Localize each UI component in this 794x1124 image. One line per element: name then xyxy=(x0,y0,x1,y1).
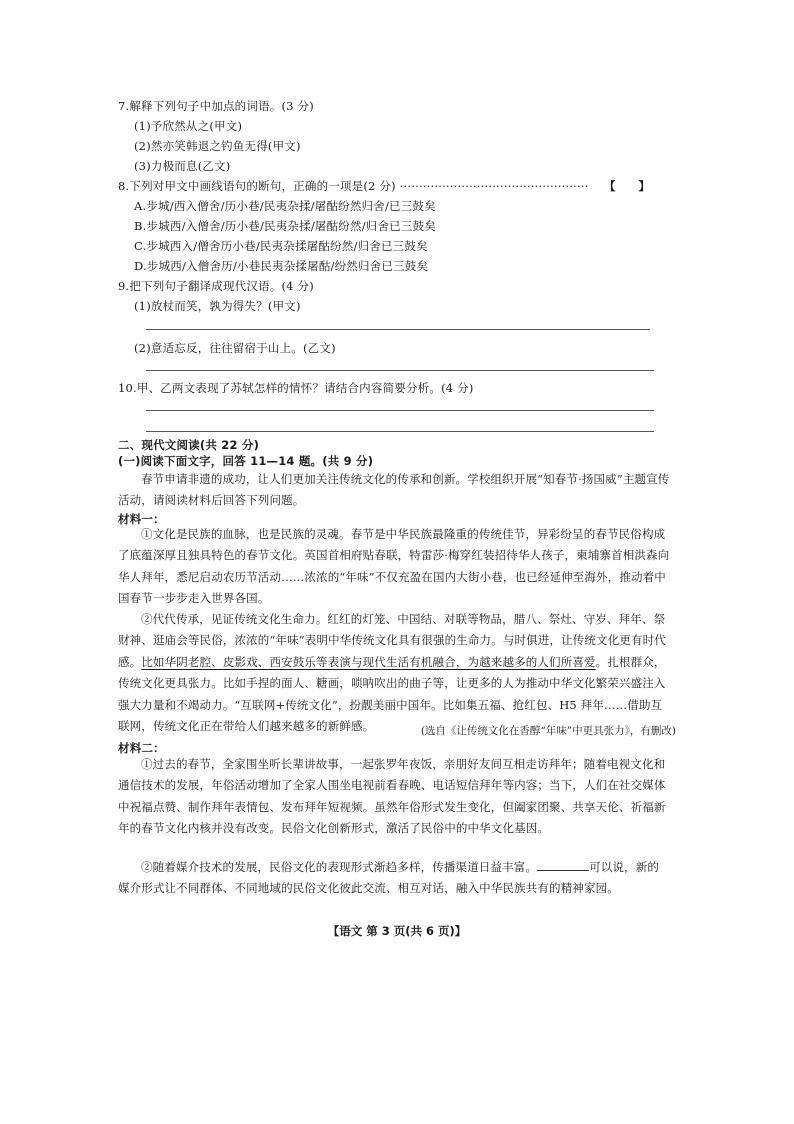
material-1-source: (选自《让传统文化在香醇“年味”中更具张力》，有删改) xyxy=(420,725,676,737)
q8-option-d: D.步城西/入僧舍历/小巷民夷杂揉屠酤/纷然归舍已三鼓矣 xyxy=(134,259,429,273)
material-1-p2-start: ②代代传承，见证传统文化生命力。红红的灯笼、中国结、对联等物品，腊八、祭灶、守岁、拜年、祭财神、逛庙会等民俗，浓浓的“年味”表明中华传统文化具有很强的生命力。与时俱进，让传统文化更有时代感。 xyxy=(118,612,666,669)
q7-item-3: (3)力极而息(乙文) xyxy=(134,159,231,173)
q7-stem: 7.解释下列句子中加点的词语。(3 分) xyxy=(118,99,314,113)
page-footer: 【语文 第 3 页(共 6 页)】 xyxy=(327,924,467,938)
fill-in-blank[interactable] xyxy=(537,858,589,871)
q9-answer-line-1 xyxy=(146,329,650,330)
q10-stem: 10.甲、乙两文表现了苏轼怎样的情怀？请结合内容简要分析。(4 分) xyxy=(118,381,474,395)
q9-item-2: (2)意适忘反，往往留宿于山上。(乙文) xyxy=(134,341,336,355)
q8-stem: 8.下列对甲文中画线语句的断句，正确的一项是(2 分) ················································· xyxy=(118,179,589,193)
q8-option-b: B.步城西/入僧舍/历小巷/民夷杂揉/屠酤纷然/归舍已三鼓矣 xyxy=(134,219,436,233)
q7-item-2: (2)然亦笑韩退之钓鱼无得(甲文) xyxy=(134,139,301,153)
material-1-paragraph-2 xyxy=(118,609,670,737)
q10-answer-line-2 xyxy=(146,431,654,432)
q9-stem: 9.把下列句子翻译成现代汉语。(4 分) xyxy=(118,279,314,293)
material-1-p2-end: 。扎根群众，传统文化更具张力。比如手捏的面人、糖画，唢呐吹出的曲子等，让更多的人为推动中华文化繁荣兴盛注入强大力量和不竭动力。“互联网+传统文化”，扮靓美丽中国年。比如集五福、抢红包、H5 拜年……借助互联网，传统文化正在带给人们越来越多的新鲜感。 xyxy=(118,654,666,734)
material-2-paragraph-2 xyxy=(118,857,670,900)
q10-answer-line-1 xyxy=(146,410,654,411)
material-2-label: 材料二： xyxy=(118,741,165,755)
material-2-paragraph-1: ①过去的春节，全家围坐听长辈讲故事，一起张罗年夜饭，亲朋好友间互相走访拜年；随着电视文化和通信技术的发展，年俗活动增加了全家人围坐电视前看春晚、电话短信拜年等内容；当下，人们在社交媒体中祝福点赞、制作拜年表情包、发布拜年短视频。虽然年俗形式发生变化，但阖家团聚、共享天伦、祈福新年的春节文化内核并没有改变。民俗文化创新形式，激活了民俗中的中华文化基因。 xyxy=(118,757,666,836)
material-1-paragraph-1: ①文化是民族的血脉，也是民族的灵魂。春节是中华民族最隆重的传统佳节，异彩纷呈的春节民俗构成了底蕴深厚且独具特色的春节文化。英国首相府贴春联，特雷莎·梅穿红装招待华人孩子，柬埔寨首相洪森向华人拜年，悉尼启动农历节活动……浓浓的“年味”不仅充盈在国内大街小巷，也已经延伸至海外，推动着中国春节一步步走入世界各国。 xyxy=(118,527,670,606)
q8-option-c: C.步城西入/僧舍历小巷/民夷杂揉屠酤纷然/归舍已三鼓矣 xyxy=(134,239,428,253)
q8-option-a: A.步城/西入僧舍/历小巷/民夷杂揉/屠酤纷然归舍/已三鼓矣 xyxy=(134,199,436,213)
q8-answer-bracket: 【 】 xyxy=(604,179,650,193)
section-subtitle: (一)阅读下面文字，回答 11—14 题。(共 9 分) xyxy=(118,454,374,468)
section-title: 二、现代文阅读(共 22 分) xyxy=(118,438,260,452)
q7-item-1: (1)予欣然从之(甲文) xyxy=(134,119,243,133)
material-1-label: 材料一： xyxy=(118,512,165,526)
intro-paragraph: 春节申请非遗的成功，让人们更加关注传统文化的传承和创新。学校组织开展“知春节·扬国威”主题宣传活动，请阅读材料后回答下列问题。 xyxy=(118,472,670,508)
q9-answer-line-2 xyxy=(146,370,654,371)
q9-item-1: (1)放杖而笑，孰为得失？(甲文) xyxy=(134,299,301,313)
underlined-sentence: 比如华阴老腔、皮影戏、西安鼓乐等表演与现代生活有机融合，为越来越多的人们所喜爱 xyxy=(141,654,596,669)
material-2-p2-end: 可以说，新的媒介形式让不同群体、不同地域的民俗文化彼此交流、相互对话，融入中华民族共有的精神家园。 xyxy=(118,860,660,896)
material-2-p2-start: ②随着媒介技术的发展，民俗文化的表现形式渐趋多样，传播渠道日益丰富。 xyxy=(141,860,538,874)
